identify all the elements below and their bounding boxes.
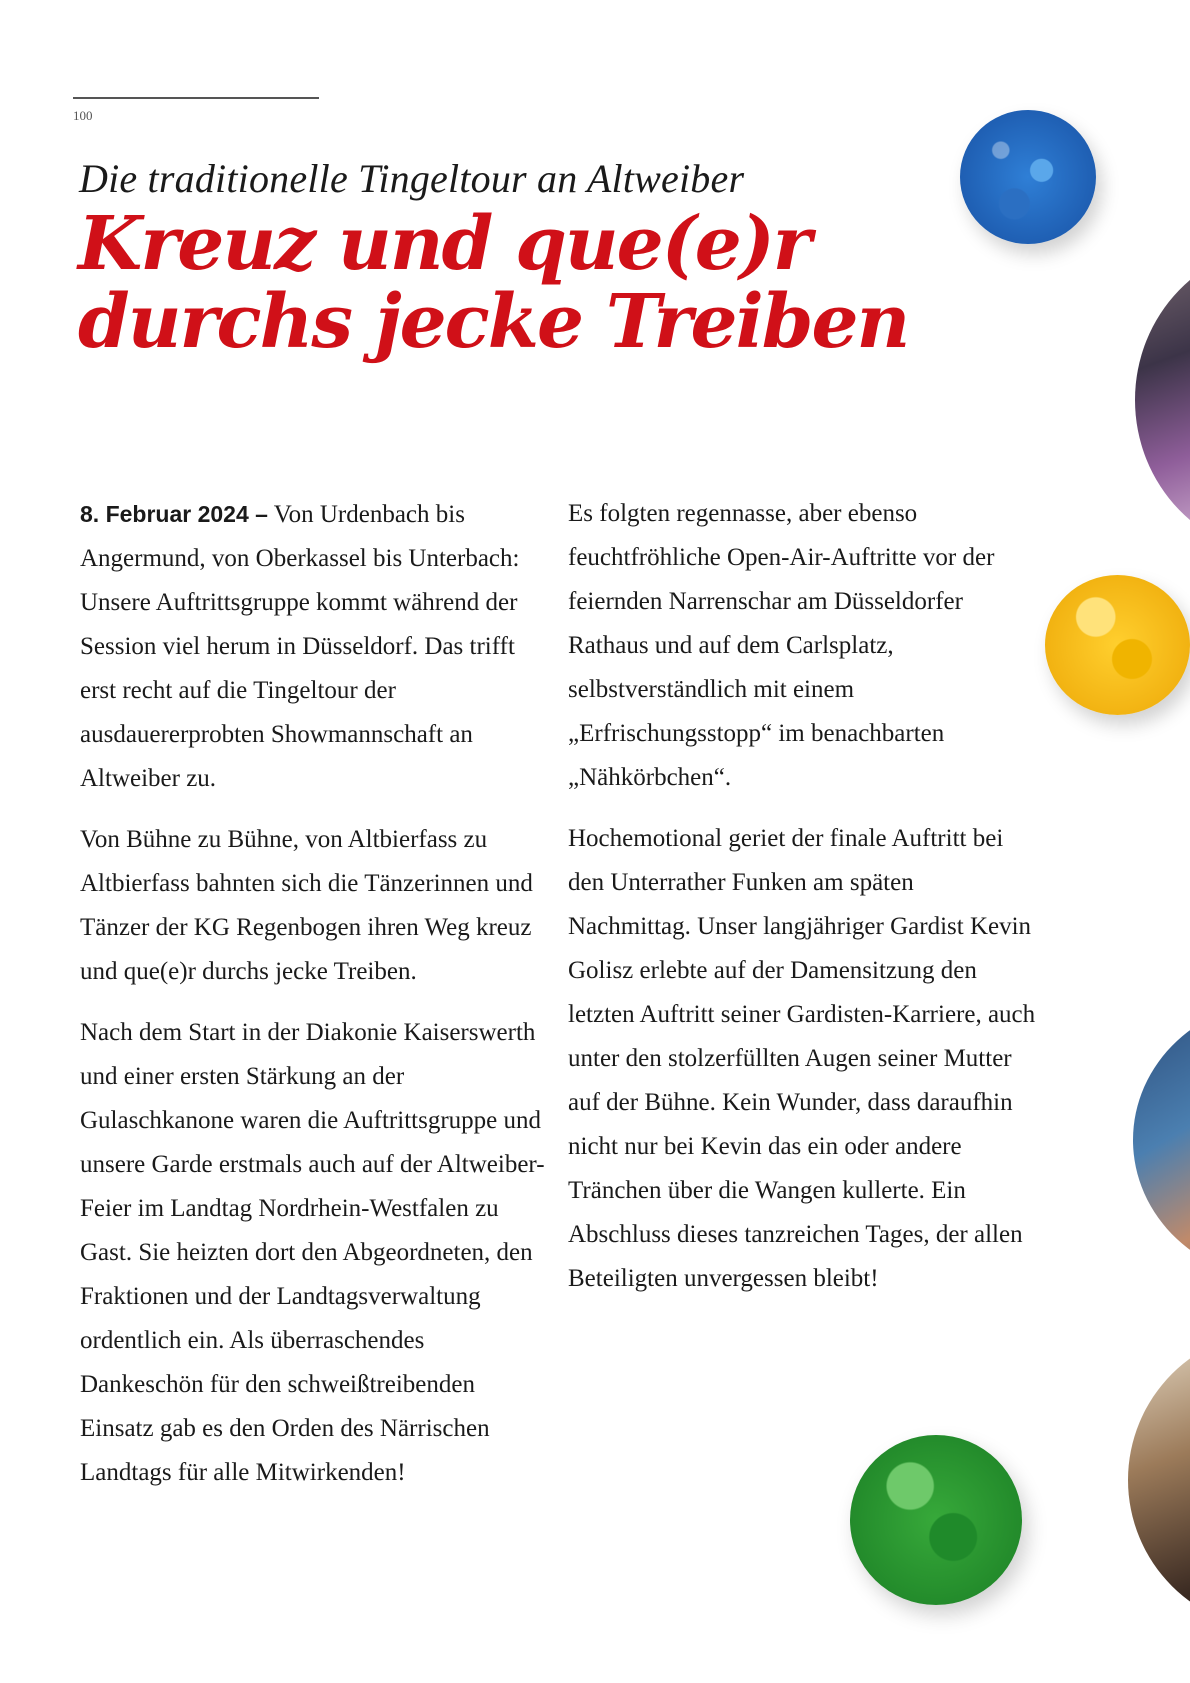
article-kicker: Die traditionelle Tingeltour an Altweiber xyxy=(79,156,745,201)
text-column-left xyxy=(80,492,550,1512)
green-pompom-decoration xyxy=(850,1435,1022,1605)
header-rule xyxy=(73,97,319,99)
photo-circle-bottom xyxy=(1128,1330,1190,1630)
lead-date: 8. Februar 2024 – xyxy=(80,501,268,527)
photo-circle-middle xyxy=(1133,1000,1190,1280)
paragraph-text: Von Urdenbach bis Angermund, von Oberkassel bis Unterbach: Unsere Auftrittsgruppe kommt während der Session viel herum in Düsseldorf. Das trifft erst recht auf die Tingeltour der ausdauererprobten Showmannschaft an Altweiber zu. xyxy=(80,501,520,792)
paragraph xyxy=(80,492,550,801)
headline-line-1: Kreuz und que(e)r xyxy=(78,201,810,287)
paragraph: Nach dem Start in der Diakonie Kaiserswerth und einer ersten Stärkung an der Gulaschkanone waren die Auftrittsgruppe und unsere Garde erstmals auch auf der Altweiber-Feier im Landtag Nordrhein-Westfalen zu Gast. Sie heizten dort den Abgeordneten, den Fraktionen und der Landtagsverwaltung ordentlich ein. Als überraschendes Dankeschön für den schweißtreibenden Einsatz gab es den Orden des Närrischen Landtags für alle Mitwirkenden! xyxy=(80,1019,545,1486)
photo-circle-top xyxy=(1135,245,1190,555)
paragraph: Von Bühne zu Bühne, von Altbierfass zu Altbierfass bahnten sich die Tänzerinnen und Tänzer der KG Regenbogen ihren Weg kreuz und que(e)r durchs jecke Treiben. xyxy=(80,826,533,985)
text-column-right xyxy=(568,492,1038,1318)
page-number: 100 xyxy=(73,108,93,123)
yellow-pompom-decoration xyxy=(1045,575,1190,715)
article-headline xyxy=(78,201,948,365)
paragraph: Es folgten regennasse, aber ebenso feuchtfröhliche Open-Air-Auftritte vor der feiernden Narrenschar am Düsseldorfer Rathaus und auf dem Carlsplatz, selbstverständlich mit einem „Erfrischungsstopp“ im benachbarten „Nähkörbchen“. xyxy=(568,500,995,791)
paragraph: Hochemotional geriet der finale Auftritt bei den Unterrather Funken am späten Nachmittag. Unser langjähriger Gardist Kevin Golisz erlebte auf der Damensitzung den letzten Auftritt seiner Gardisten-Karriere, auch unter den stolzerfüllten Augen seiner Mutter auf der Bühne. Kein Wunder, dass daraufhin nicht nur bei Kevin das ein oder andere Tränchen über die Wangen kullerte. Ein Abschluss dieses tanzreichen Tages, der allen Beteiligten unvergessen bleibt! xyxy=(568,825,1036,1292)
blue-pompom-decoration xyxy=(960,110,1096,244)
headline-line-2: durchs jecke Treiben xyxy=(78,279,909,365)
